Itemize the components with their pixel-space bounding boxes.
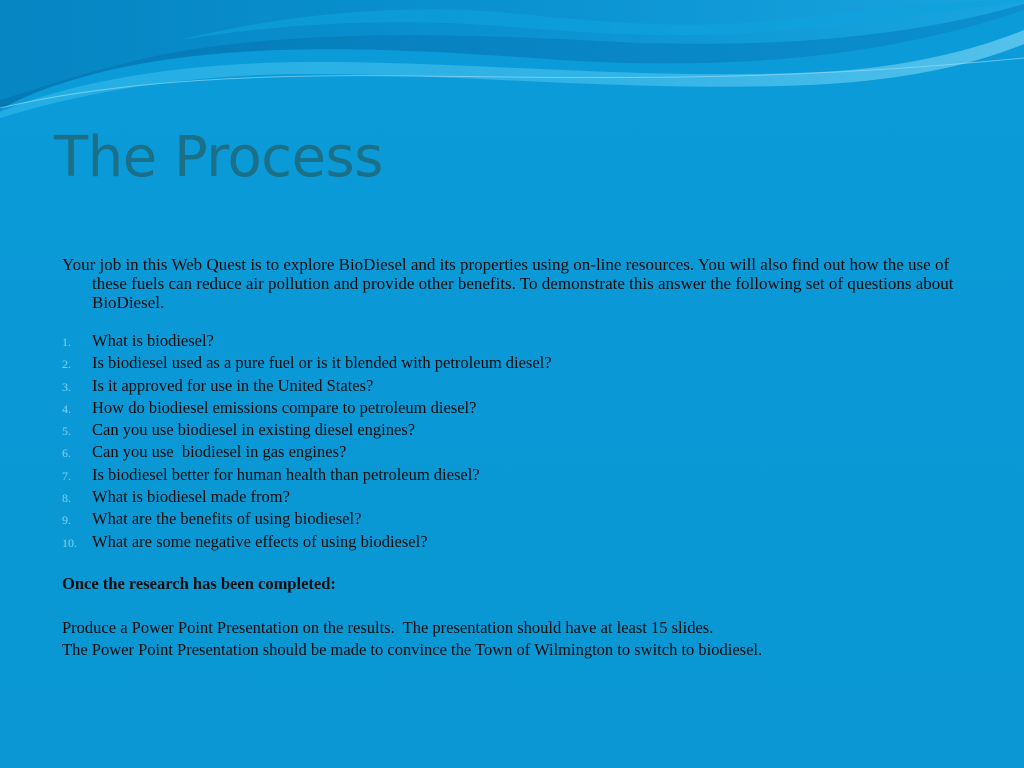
list-item [62,419,962,441]
list-item [62,352,962,374]
list-item [62,486,962,508]
list-item [62,330,962,352]
list-item [62,375,962,397]
question-text: Is it approved for use in the United States? [92,375,374,395]
list-number: 9. [62,513,71,528]
list-number: 4. [62,401,71,416]
list-item [62,508,962,530]
list-number: 7. [62,468,71,483]
list-item [62,464,962,486]
slide-title: The Process [54,125,383,190]
question-text: What is biodiesel made from? [92,487,290,507]
list-number: 5. [62,424,71,439]
question-text: Can you use biodiesel in gas engines? [92,442,347,462]
presentation-paragraph: Produce a Power Point Presentation on the results. The presentation should have at least 15 slides. [62,617,714,637]
list-number: 1. [62,335,71,349]
wave-header-decoration [0,0,1024,125]
list-number: 2. [62,357,71,372]
question-text: Is biodiesel used as a pure fuel or is it blended with petroleum diesel? [92,353,552,373]
research-completed-heading: Once the research has been completed: [62,573,336,593]
list-item [62,397,962,419]
question-text: Can you use biodiesel in existing diesel engines? [92,420,416,440]
question-text: What is biodiesel? [92,331,214,350]
list-number: 10. [62,535,77,550]
slide-body [62,255,962,661]
list-item [62,441,962,463]
intro-paragraph: Your job in this Web Quest is to explore BioDiesel and its properties using on-line resources. You will also find out how the use of these fuels can reduce air pollution and provide other benefits. To demonstrate this answer the following set of questions about BioDiesel. [62,255,954,312]
question-text: What are the benefits of using biodiesel? [92,509,362,529]
list-number: 3. [62,379,71,394]
list-number: 8. [62,491,71,506]
question-text: How do biodiesel emissions compare to petroleum diesel? [92,397,477,417]
list-number: 6. [62,446,71,461]
list-item [62,531,962,553]
question-text: What are some negative effects of using biodiesel? [92,531,428,551]
question-list [62,330,962,553]
convince-paragraph: The Power Point Presentation should be made to convince the Town of Wilmington to switch to biodiesel. [62,639,763,659]
question-text: Is biodiesel better for human health than petroleum diesel? [92,464,480,484]
